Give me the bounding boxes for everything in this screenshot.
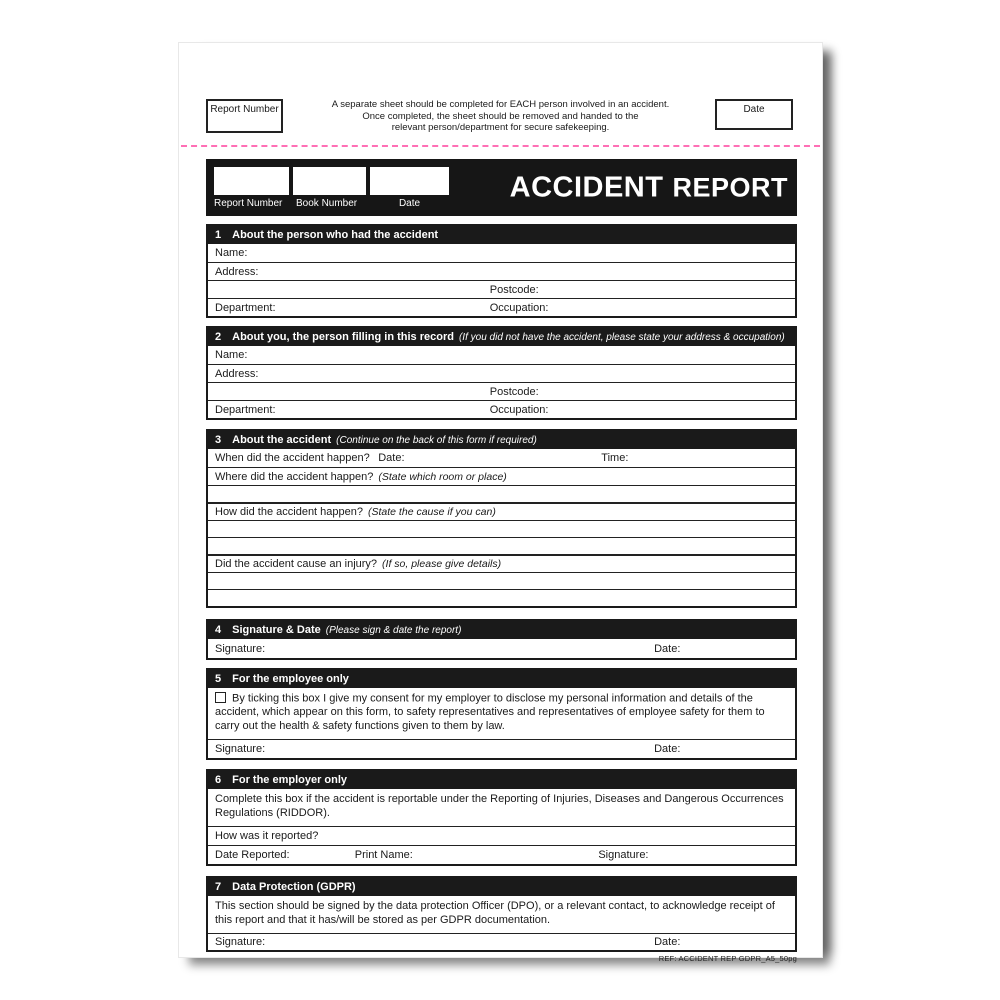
form-body [206,159,797,963]
signature-label: Signature: [598,849,649,861]
postcode-label: Postcode: [489,283,539,296]
signature-date-row[interactable] [208,933,795,950]
section-3-about-accident [206,429,797,608]
section-title: About the accident [232,434,332,446]
write-in-row[interactable] [208,537,795,554]
section-number: 6 [215,774,222,786]
department-label: Department: [215,301,276,314]
gdpr-text: This section should be signed by the data protection Officer (DPO), or a relevant contact, to acknowledge receipt of this report and that it has/will be stored as per GDPR documentation. [215,900,775,926]
how-question-label: How did the accident happen? [215,506,363,518]
where-did-accident-happen-row[interactable] [208,467,795,485]
signature-date-row[interactable] [208,739,795,758]
instruction-line: Once completed, the sheet should be removed and handed to the [362,110,639,122]
when-did-accident-happen-row[interactable] [208,449,795,467]
name-field-row[interactable] [208,346,795,364]
section-4-signature-date [206,619,797,660]
section-title: For the employee only [232,673,349,685]
consent-checkbox[interactable] [215,692,226,703]
signature-date-row[interactable] [208,639,795,658]
section-6-employer-only [206,769,797,866]
riddor-text: Complete this box if the accident is reportable under the Reporting of Injuries, Diseases and Dangerous Occurrences Regulations (RIDDOR). [215,793,784,819]
date-write-box[interactable] [370,167,449,195]
section-7-header [208,878,795,896]
postcode-field-row[interactable] [208,280,795,298]
form-title-accident: ACCIDENT [509,171,664,203]
section-subtitle: (If you did not have the accident, please state your address & occupation) [458,331,785,343]
form-title-report: REPORT [672,172,788,202]
gdpr-paragraph [208,896,795,933]
section-5-employee-only [206,668,797,760]
postcode-label: Postcode: [489,385,539,398]
riddor-paragraph [208,789,795,826]
date-label: Date: [654,936,681,948]
section-5-header [208,670,795,688]
injury-question-label: Did the accident cause an injury? [215,558,378,570]
book-number-label: Book Number [296,198,358,209]
where-question-label: Where did the accident happen? [215,470,374,483]
instruction-line: relevant person/department for secure safekeeping. [391,122,610,133]
section-number: 3 [215,434,222,446]
consent-paragraph [208,688,795,739]
write-in-row[interactable] [208,485,795,502]
write-in-row[interactable] [208,572,795,589]
name-label: Name: [215,349,248,361]
address-field-row[interactable] [208,364,795,382]
section-title: For the employer only [232,774,348,786]
section-title: Signature & Date [232,624,321,636]
section-number: 7 [215,881,222,893]
section-4-header [208,621,795,639]
masthead [206,159,797,216]
section-1-person-who-had-accident [206,224,797,318]
signature-label: Signature: [215,642,266,655]
date-reported-label: Date Reported: [215,849,290,861]
time-label: Time: [601,452,629,464]
section-number: 2 [215,331,222,343]
department-label: Department: [215,403,276,416]
did-accident-cause-injury-row[interactable] [208,554,795,572]
how-reported-label: How was it reported? [215,830,319,842]
section-6-header [208,771,795,789]
how-hint: (State the cause if you can) [368,506,496,518]
section-2-person-filling-record [206,326,797,420]
report-number-box-label: Report Number [210,104,279,115]
section-title: Data Protection (GDPR) [232,881,356,893]
date-label: Date: [378,452,405,464]
how-did-accident-happen-row[interactable] [208,502,795,520]
date-box-label: Date [743,104,765,115]
section-3-header [208,431,795,449]
name-label: Name: [215,247,248,259]
address-label: Address: [215,367,259,380]
section-subtitle: (Please sign & date the report) [325,624,462,636]
section-number: 4 [215,624,222,636]
print-name-label: Print Name: [354,849,413,861]
where-hint: (State which room or place) [378,470,507,483]
section-7-data-protection-gdpr [206,876,797,952]
section-number: 1 [215,229,222,241]
signature-label: Signature: [215,936,266,948]
form-title [510,171,788,204]
injury-hint: (If so, please give details) [382,558,502,570]
section-title: About you, the person filling in this record [232,331,454,343]
write-in-row[interactable] [208,520,795,537]
signature-label: Signature: [215,743,266,755]
occupation-label: Occupation: [489,403,549,416]
date-label: Date: [654,642,681,655]
accident-report-form-page [178,42,823,963]
occupation-label: Occupation: [489,301,549,314]
perforation-dotted-line [181,145,820,147]
address-label: Address: [215,265,259,278]
section-2-header [208,328,795,346]
when-question-label: When did the accident happen? [215,452,370,464]
section-title: About the person who had the accident [232,229,439,241]
report-number-write-box[interactable] [214,167,289,195]
section-1-header [208,226,795,244]
date-printname-signature-row[interactable] [208,845,795,864]
department-occupation-row[interactable] [208,400,795,418]
address-field-row[interactable] [208,262,795,280]
instruction-line: A separate sheet should be completed for EACH person involved in an accident. [331,99,670,110]
report-number-fill-box[interactable] [206,99,283,133]
book-number-write-box[interactable] [293,167,366,195]
footer-reference-code: REF: ACCIDENT REP GDPR_A5_50pg [658,954,797,963]
section-subtitle: (Continue on the back of this form if required) [336,434,537,446]
form-instructions [289,99,712,134]
name-field-row[interactable] [208,244,795,262]
consent-text: By ticking this box I give my consent for my employer to disclose my personal information and details of the accident, which appear on this form, to safety representatives and representatives of employee safety for them to carry out the health & safety functions given to them by law. [215,692,765,732]
date-label: Date: [654,743,681,755]
section-number: 5 [215,673,222,685]
postcode-field-row[interactable] [208,382,795,400]
date-label: Date [398,198,421,209]
how-was-it-reported-row[interactable] [208,826,795,845]
department-occupation-row[interactable] [208,298,795,316]
report-number-label: Report Number [214,198,283,209]
date-fill-box[interactable] [715,99,793,130]
write-in-row[interactable] [208,589,795,606]
